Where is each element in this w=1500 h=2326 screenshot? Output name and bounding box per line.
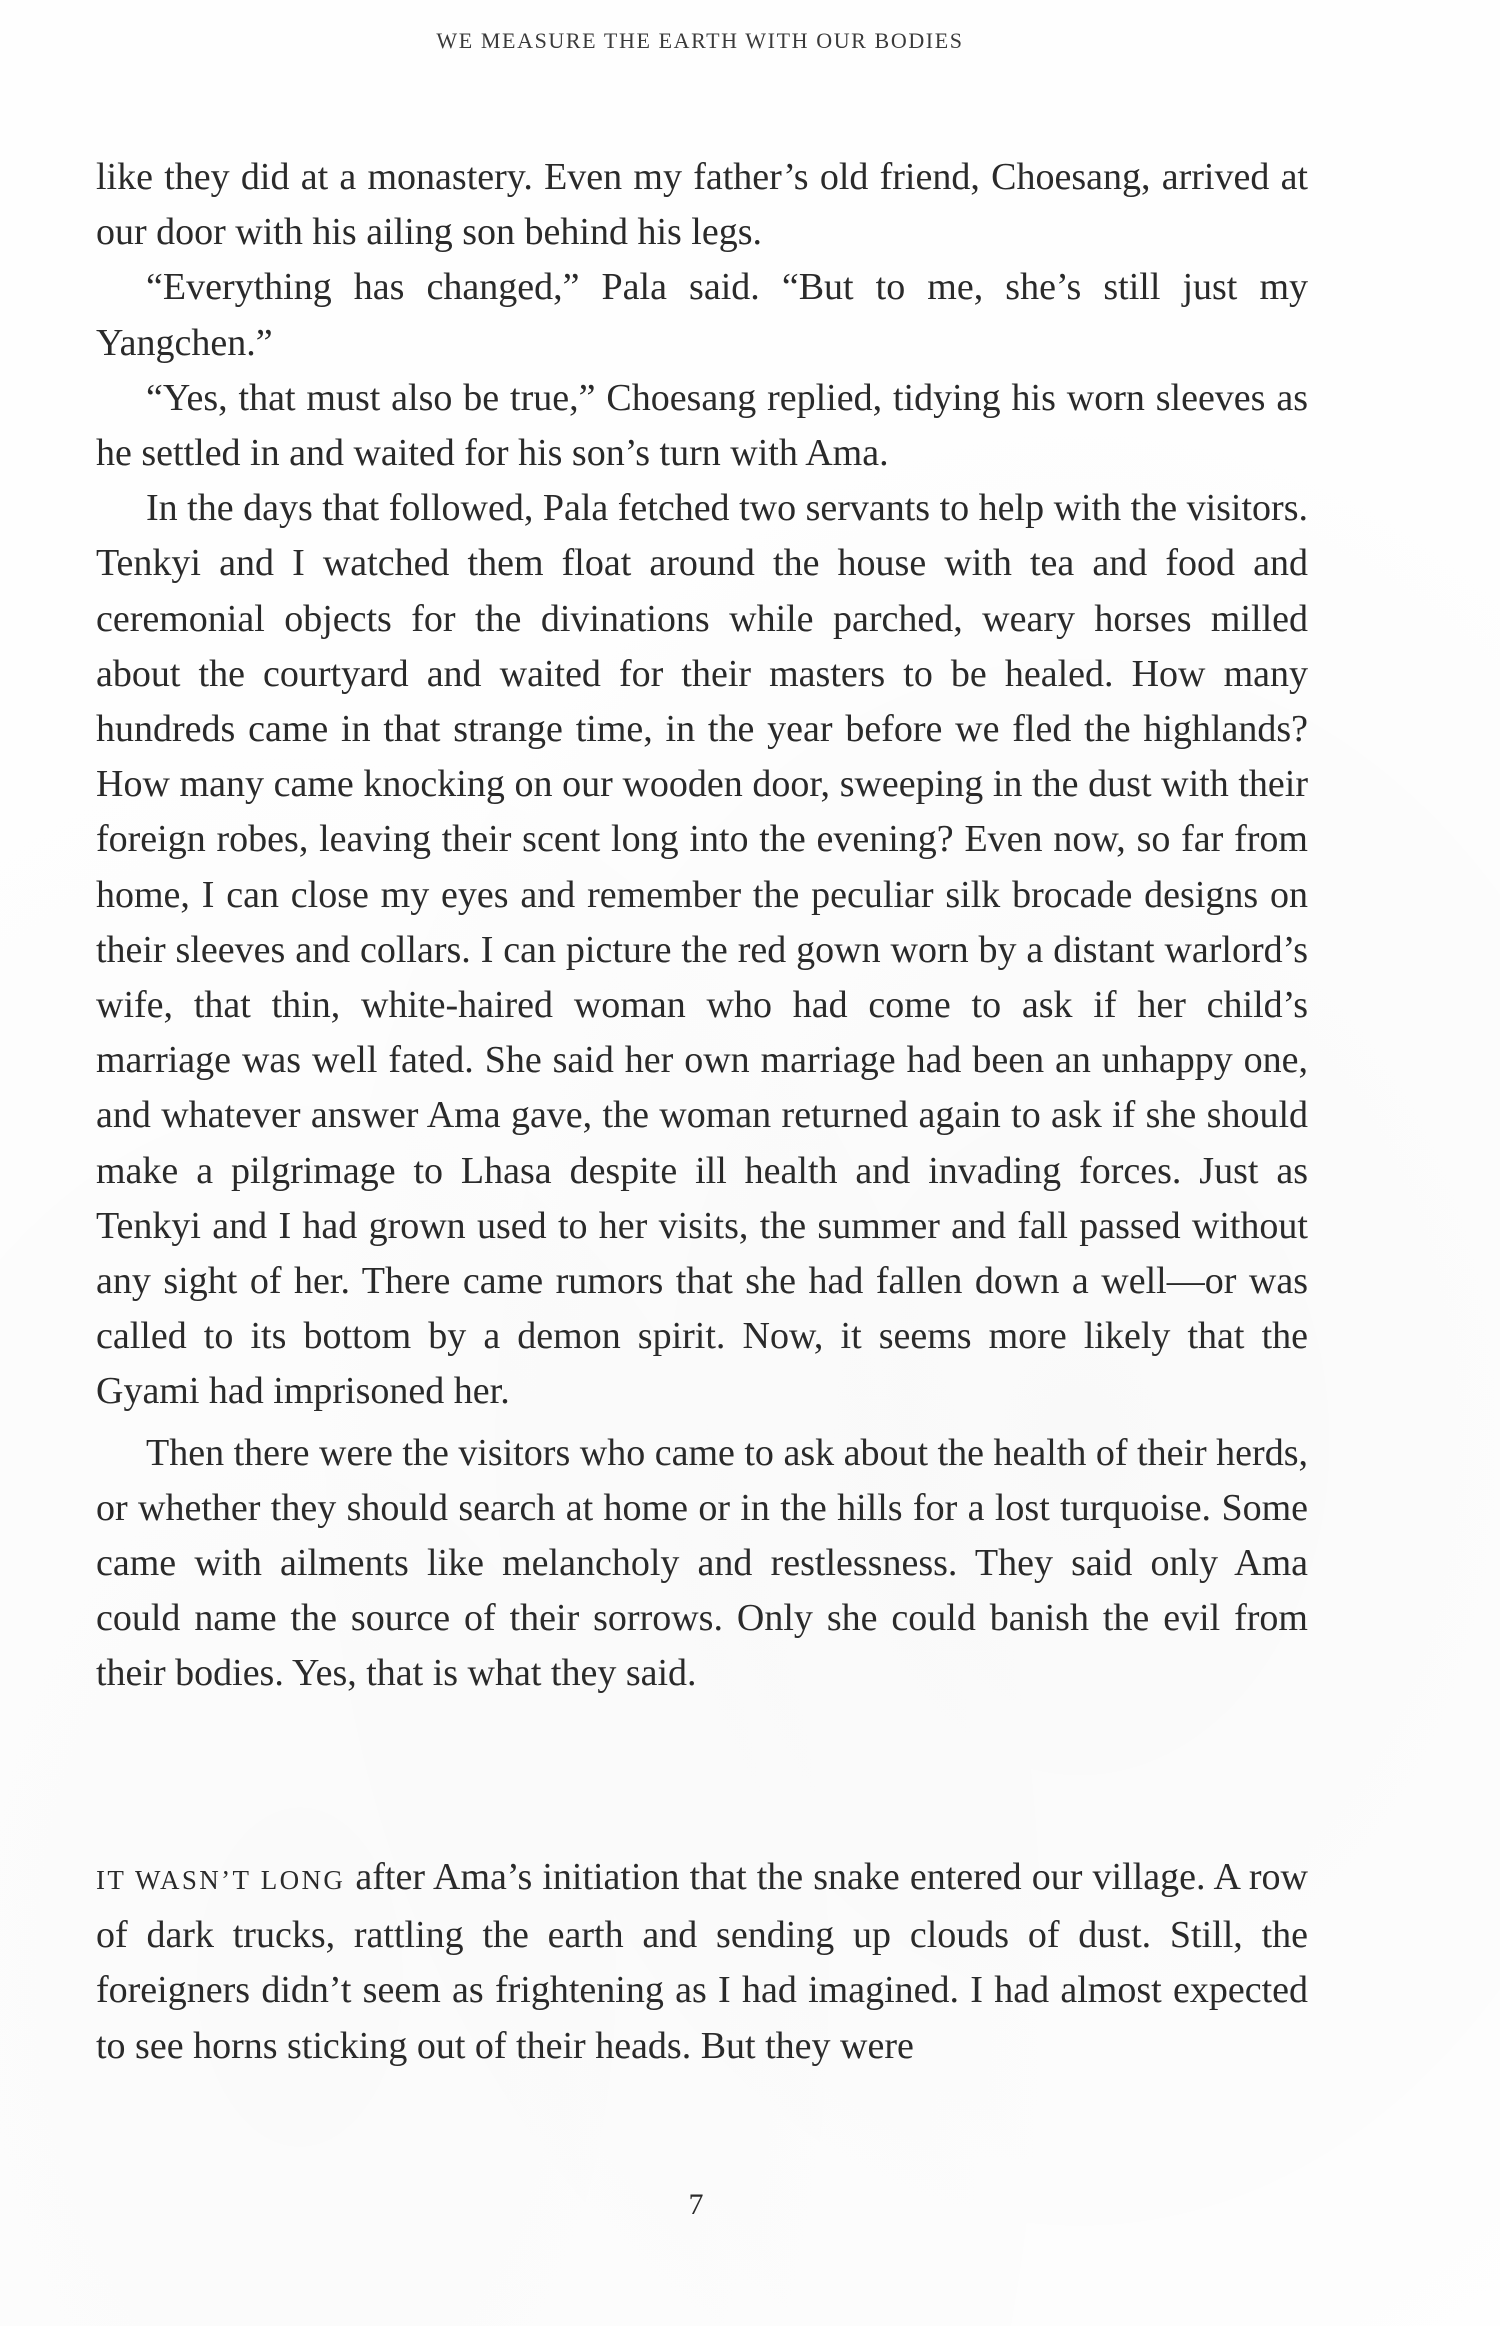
running-head: WE MEASURE THE EARTH WITH OUR BODIES [436,28,964,53]
section-opening [96,1850,1308,2074]
paragraph: “Everything has changed,” Pala said. “But to me, she’s still just my Yangchen.” [96,266,1308,364]
section-text: after Ama’s initiation that the snake entered our village. A row of dark trucks, rattling the earth and sending up clouds of dust. Still, the foreigners didn’t seem as frightening as I had imagined. I had almost expected to see horns sticking out of their heads. But they were [96,1856,1308,2067]
paragraph: “Yes, that must also be true,” Choesang replied, tidying his worn sleeves as he settled in and waited for his son’s turn with Ama. [96,376,1308,475]
section-lead-in: IT WASN’T LONG [96,1865,346,1895]
paragraph: In the days that followed, Pala fetched two servants to help with the visitors. Tenkyi and I watched them float around the house with tea and food and ceremonial objects for the divinations while parched, weary horses milled about the courtyard and waited for their masters to be healed. How many hundreds came in that strange time, in the year before we fled the highlands? How many came knocking on our wooden door, sweeping in the dust with their foreign robes, leaving their scent long into the evening? Even now, so far from home, I can close my eyes and remember the peculiar silk brocade designs on their sleeves and collars. I can picture the red gown worn by a distant warlord’s wife, that thin, white-haired woman who had come to ask if her child’s marriage was well fated. She said her own marriage had been an unhappy one, and whatever answer Ama gave, the woman returned again to ask if she should make a pilgrimage to Lhasa despite ill health and invading forces. Just as Tenkyi and I had grown used to her visits, the summer and fall passed without any sight of her. There came rumors that she had fallen down a well—or was called to its bottom by a demon spirit. Now, it seems more likely that the Gyami had imprisoned her. [96,487,1308,1413]
section-paragraph [96,1850,1308,2074]
paragraph: like they did at a monastery. Even my father’s old friend, Choesang, arrived at our door with his ailing son behind his legs. [96,156,1308,254]
paragraph: Then there were the visitors who came to ask about the health of their herds, or whether they should search at home or in the hills for a lost turquoise. Some came with ailments like melancholy and restlessness. They said only Ama could name the source of their sorrows. Only she could banish the evil from their bodies. Yes, that is what they said. [96,1431,1308,1695]
page-number: 7 [688,2188,704,2221]
body-text [96,150,1308,1702]
